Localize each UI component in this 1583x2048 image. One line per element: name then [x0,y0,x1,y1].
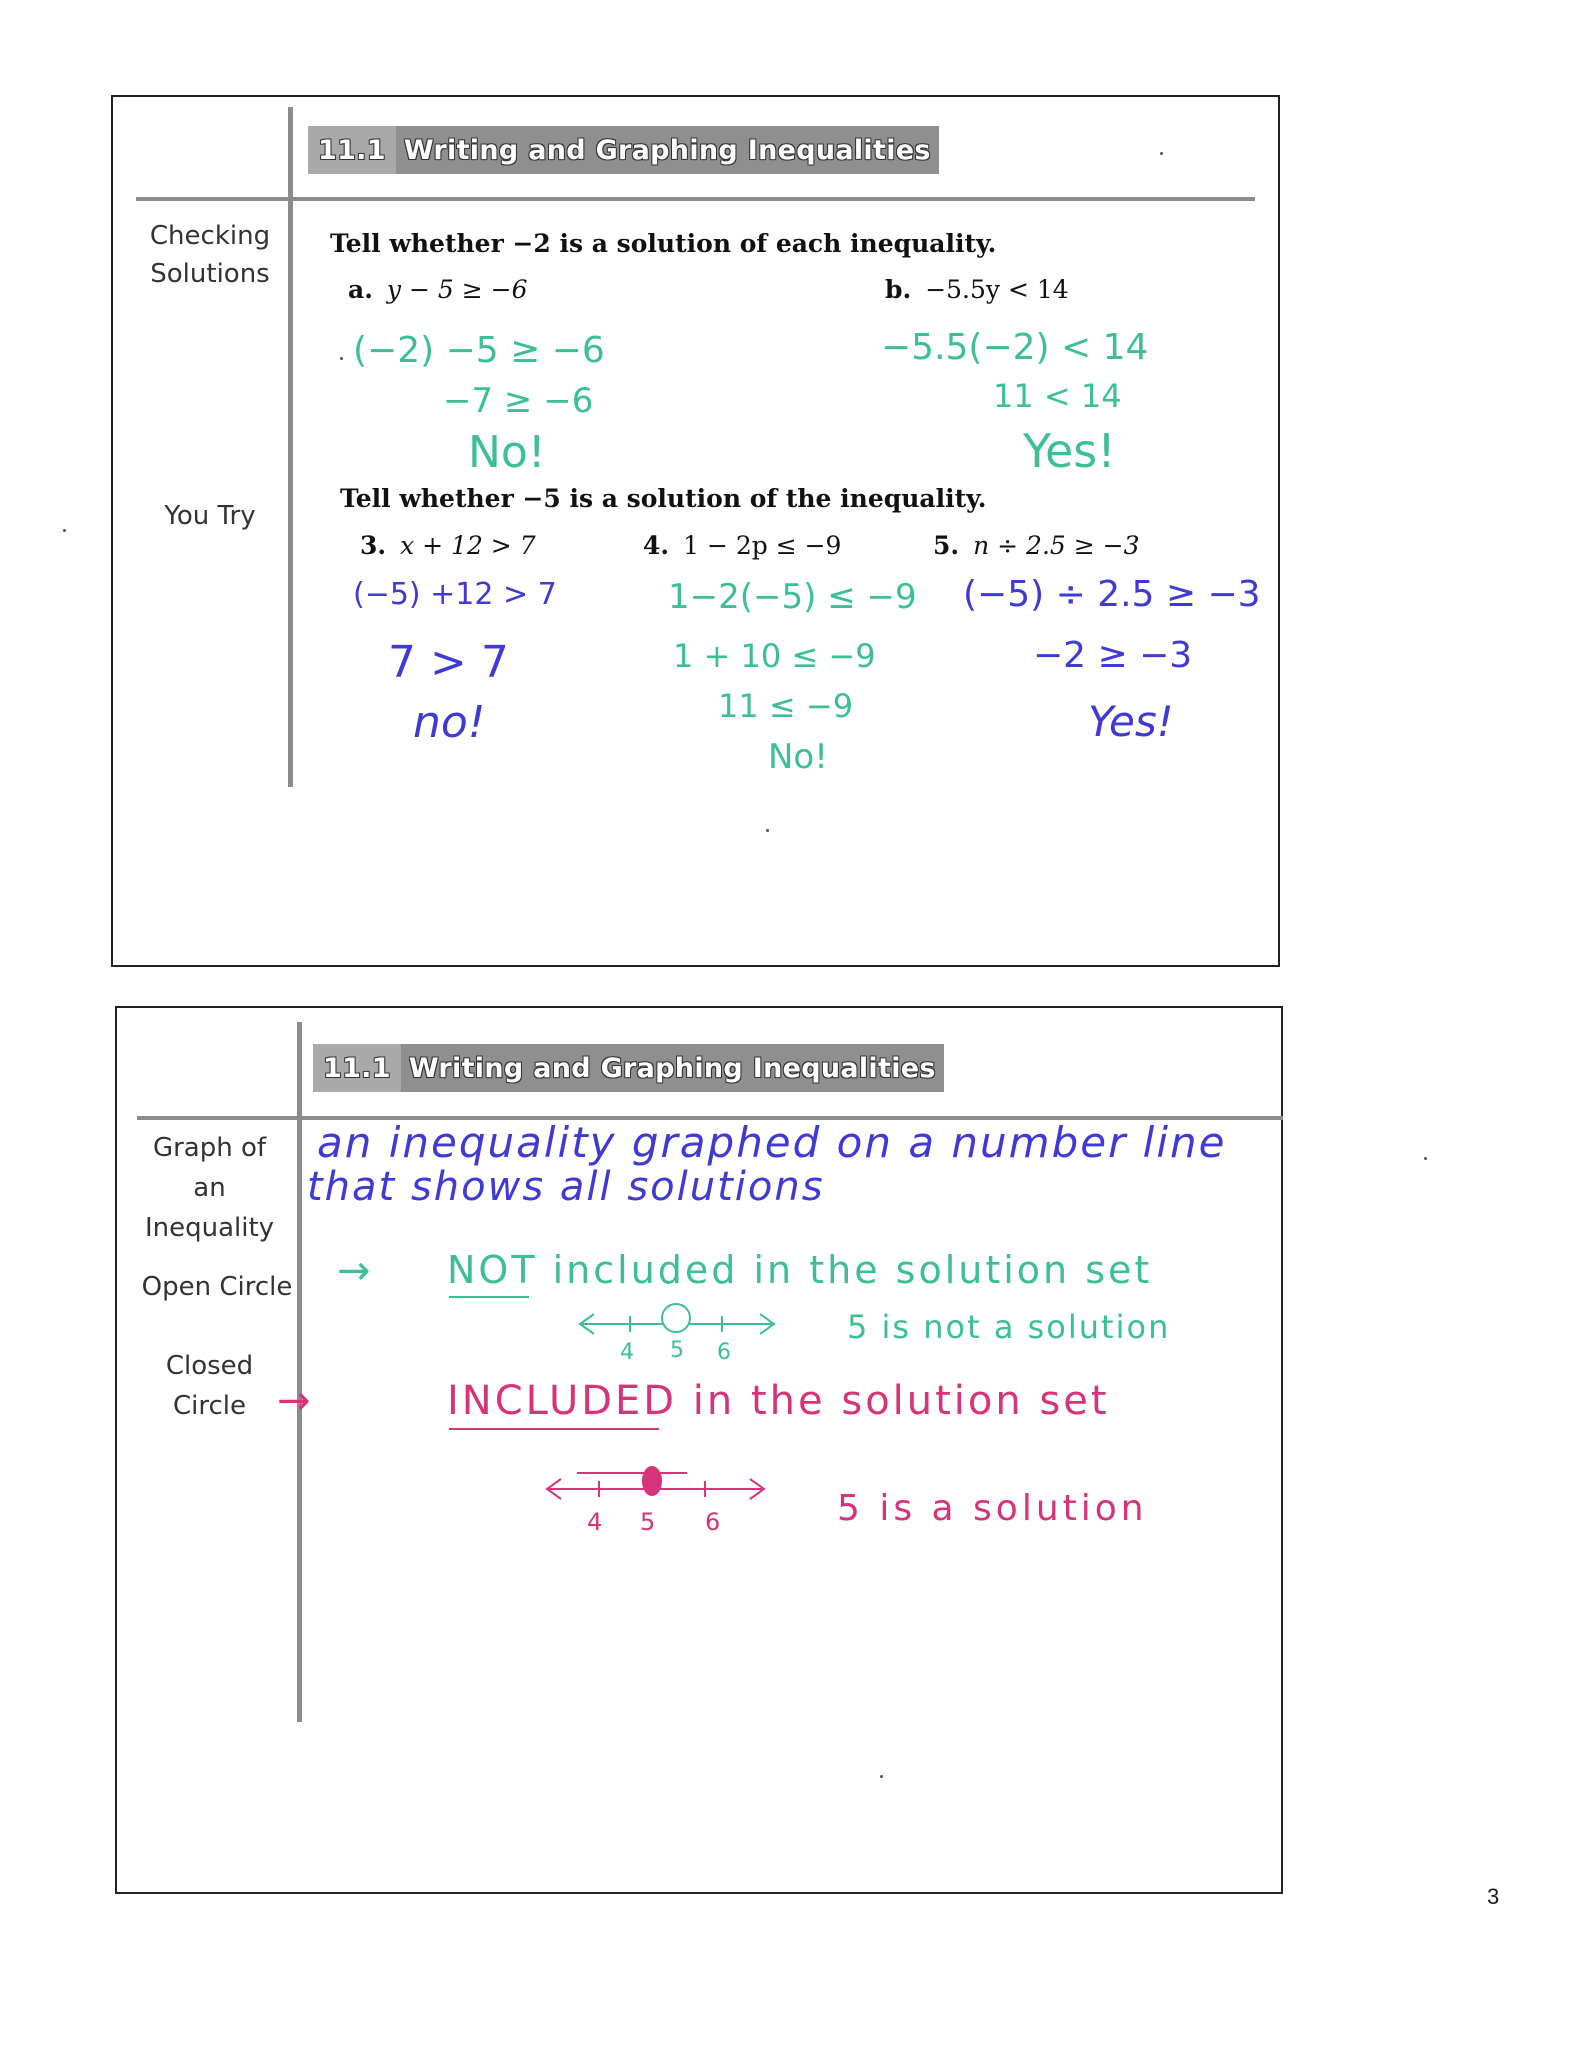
problem-5: 5. n ÷ 2.5 ≥ −3 [933,531,1140,560]
closed-circle-example: 5 is a solution [837,1488,1148,1529]
closed-circle-note: INCLUDED in the solution set [447,1378,1110,1424]
slide-graph-of-inequality [115,1006,1283,1894]
section-banner: 11.1 Writing and Graphing Inequalities [308,126,939,174]
open-tick-4: 4 [620,1340,634,1365]
slide-checking-solutions [111,95,1280,967]
open-circle-example: 5 is not a solution [847,1308,1171,1346]
scan-speck [1424,1157,1427,1160]
included-underline [449,1428,659,1430]
work-5-line-2: −2 ≥ −3 [1033,635,1193,676]
margin-divider [297,1022,302,1722]
scan-speck [340,357,343,360]
scan-speck [63,529,66,532]
side-label-graph-of-inequality: Graph of an Inequality [144,1133,275,1243]
problem-b: b. −5.5y < 14 [885,275,1069,304]
side-label-open-circle: Open Circle [141,1272,293,1302]
definition-line-2: that shows all solutions [307,1164,825,1210]
work-a-line-2: −7 ≥ −6 [443,381,594,421]
closed-tick-4: 4 [587,1508,603,1536]
page-number: 3 [1487,1884,1500,1909]
problem-4: 4. 1 − 2p ≤ −9 [643,531,842,560]
problem-3: 3. x + 12 > 7 [360,531,536,560]
not-underline [449,1296,529,1298]
open-circle-arrow: → [337,1248,371,1294]
closed-circle-number-line [537,1463,777,1533]
work-4-answer: No! [768,737,828,777]
problem-a: a. y − 5 ≥ −6 [348,275,528,304]
work-4-line-3: 11 ≤ −9 [718,687,854,725]
work-b-line-2: 11 < 14 [993,377,1122,415]
margin-divider [288,107,293,787]
scan-speck [880,1775,883,1778]
closed-tick-5: 5 [640,1508,656,1536]
work-3-answer: no! [413,697,486,748]
closed-circle-arrow: → [277,1378,311,1424]
work-a-answer: No! [468,427,546,478]
work-5-line-1: (−5) ÷ 2.5 ≥ −3 [963,574,1261,615]
work-3-line-2: 7 > 7 [388,637,509,688]
definition-line-1: an inequality graphed on a number line [317,1118,1227,1167]
open-tick-5: 5 [670,1338,684,1363]
prompt-negative-two: Tell whether −2 is a solution of each inequality. [330,229,997,258]
work-4-line-2: 1 + 10 ≤ −9 [673,637,876,675]
section-banner: 11.1 Writing and Graphing Inequalities [313,1044,944,1092]
work-5-answer: Yes! [1088,697,1174,746]
work-b-line-1: −5.5(−2) < 14 [881,327,1149,368]
side-label-you-try: You Try [164,501,256,531]
header-rule [136,197,1255,201]
open-tick-6: 6 [717,1340,731,1365]
scan-speck [766,829,769,832]
closed-tick-6: 6 [705,1508,721,1536]
scan-speck [1160,152,1163,155]
prompt-negative-five: Tell whether −5 is a solution of the inequality. [340,484,987,513]
side-label-checking-solutions: Checking Solutions [149,221,271,289]
side-label-closed-circle: Closed Circle [165,1351,254,1421]
work-4-line-1: 1−2(−5) ≤ −9 [668,577,917,617]
work-3-line-1: (−5) +12 > 7 [353,577,557,612]
work-a-line-1: (−2) −5 ≥ −6 [353,330,605,371]
work-b-answer: Yes! [1023,424,1116,478]
open-circle-note: NOT included in the solution set [447,1248,1153,1292]
